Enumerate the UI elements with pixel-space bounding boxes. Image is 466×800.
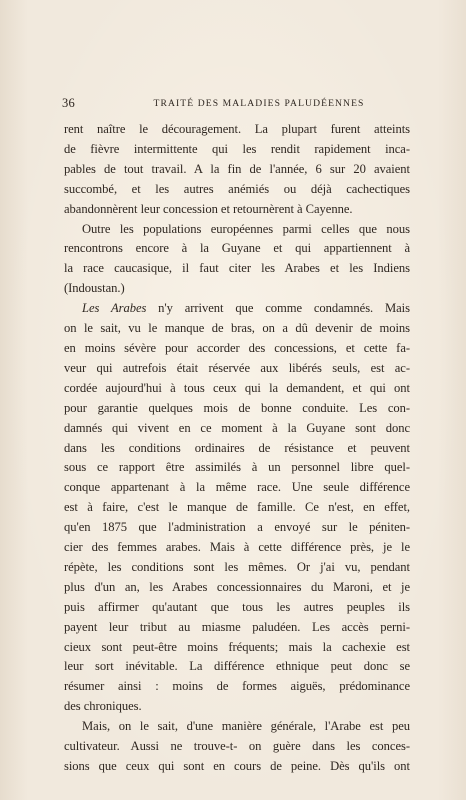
- text-line: [64, 299, 410, 319]
- text-line: pour garantie quelques mois de bonne conduite. Les con-: [64, 400, 410, 415]
- text-line: succombé, et les autres anémiés ou déjà cachectiques: [64, 181, 410, 196]
- text-line: résumer ainsi : moins de formes aiguës, prédominance: [64, 679, 410, 694]
- text-line: veur qui autrefois était réservée aux libérés seuls, est ac-: [64, 360, 410, 375]
- text-line: (Indoustan.): [64, 281, 125, 296]
- text-line: abandonnèrent leur concession et retournèrent à Cayenne.: [64, 201, 353, 216]
- text-line: rent naître le découragement. La plupart furent atteints: [64, 122, 410, 136]
- text-line: rencontrons encore à la Guyane et qui appartiennent à: [64, 241, 410, 256]
- paragraph: [64, 120, 410, 220]
- text-line-rest: n'y arrivent que comme condamnés. Mais: [146, 301, 410, 316]
- text-line: conque appartenant à la même race. Une seule différence: [64, 480, 410, 495]
- page-number: 36: [62, 96, 75, 110]
- text-line: des chroniques.: [64, 699, 142, 714]
- text-line: sous ce rapport être assimilés à un personnel libre quel-: [64, 460, 410, 475]
- text-line: on le sait, vu le manque de bras, on a dû devenir de moins: [64, 321, 410, 336]
- running-head: TRAITÉ DES MALADIES PALUDÉENNES: [153, 98, 365, 109]
- text-line: cordée aujourd'hui à tous ceux qui la demandent, et qui ont: [64, 380, 410, 395]
- text-line: pables de tout travail. A la fin de l'année, 6 sur 20 avaient: [64, 161, 410, 176]
- body-text: [64, 120, 410, 777]
- italic-lead: Les Arabes: [82, 301, 147, 316]
- text-line: Outre les populations européennes parmi celles que nous: [82, 221, 410, 236]
- text-line: cieux sont peut-être moins fréquents; mais la cachexie est: [64, 639, 410, 654]
- text-line: sions que ceux qui sont en cours de peine. Dès qu'ils ont: [64, 759, 410, 773]
- text-line: plus d'un an, les Arabes concessionnaires du Maroni, et je: [64, 579, 410, 594]
- page-header: [62, 96, 408, 112]
- paragraph: [64, 220, 410, 300]
- text-line: puis affirmer qu'autant que tous les autres peuples ils: [64, 599, 410, 614]
- text-line: dans les conditions ordinaires de résistance et peuvent: [64, 440, 410, 455]
- text-line: de fièvre intermittente qui les rendit rapidement inca-: [64, 141, 410, 156]
- text-line: leur sort inévitable. La différence ethnique peut donc se: [64, 659, 410, 674]
- text-line: damnés qui vivent en ce moment à la Guyane sont donc: [64, 420, 410, 435]
- text-line: cier des femmes arabes. Mais à cette différence près, je le: [64, 540, 410, 555]
- text-line: cultivateur. Aussi ne trouve-t- on guère dans les conces-: [64, 739, 410, 754]
- paragraph: [64, 299, 410, 717]
- text-line: Mais, on le sait, d'une manière générale, l'Arabe est peu: [82, 719, 410, 734]
- text-line: en moins sévère pour accorder des concessions, et cette fa-: [64, 340, 410, 355]
- text-line: qu'en 1875 que l'administration a envoyé sur le péniten-: [64, 520, 410, 535]
- text-line: payent leur tribut au miasme paludéen. Les accès perni-: [64, 619, 410, 634]
- paragraph: [64, 717, 410, 777]
- text-line: la race caucasique, il faut citer les Arabes et les Indiens: [64, 261, 410, 276]
- text-line: est à faire, c'est le manque de famille. Ce n'est, en effet,: [64, 500, 410, 515]
- text-line: répète, les conditions sont les mêmes. Or j'ai vu, pendant: [64, 559, 410, 574]
